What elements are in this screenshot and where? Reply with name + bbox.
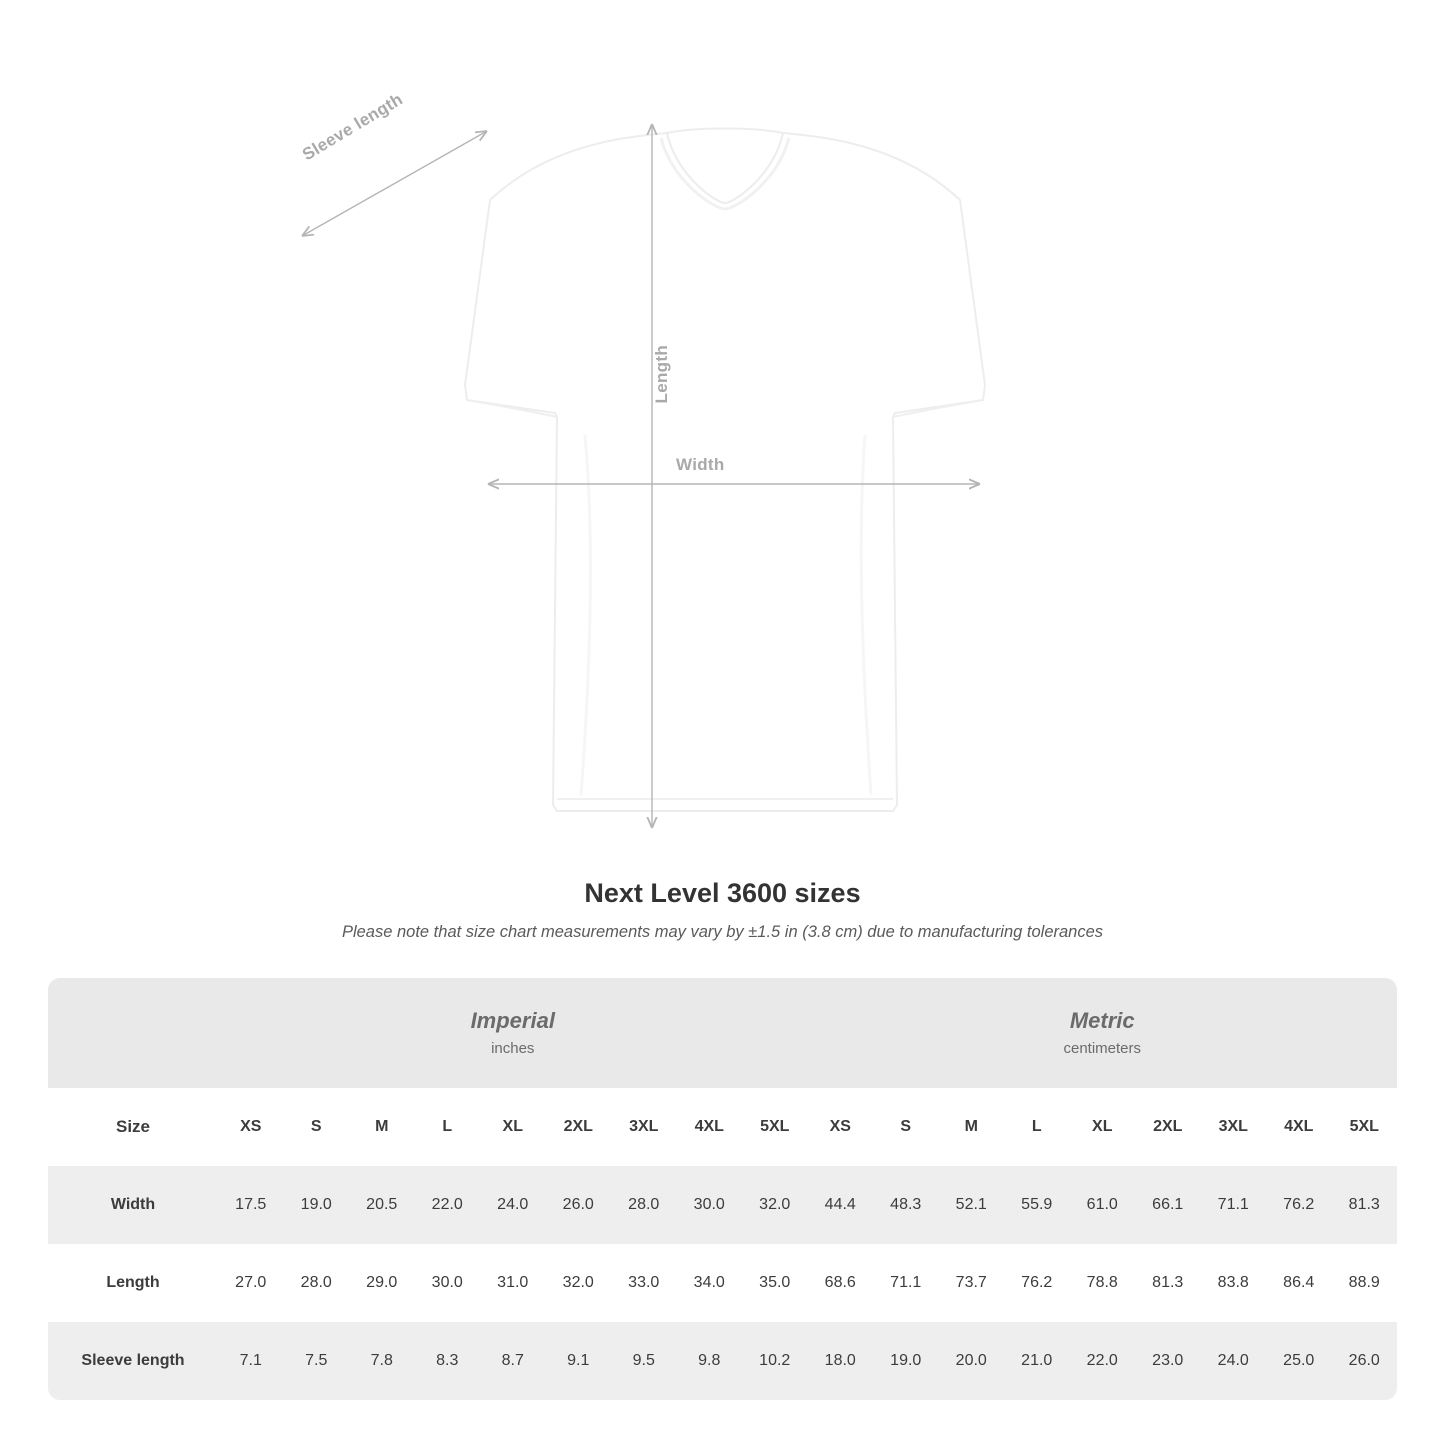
size-table	[48, 978, 1397, 1400]
sleeve-value-4: 8.7	[480, 1322, 546, 1400]
length-label: Length	[652, 345, 671, 404]
length-value-16: 86.4	[1266, 1244, 1332, 1322]
width-value-6: 28.0	[611, 1166, 677, 1244]
unit-header-row	[48, 978, 1397, 1088]
length-value-9: 68.6	[808, 1244, 874, 1322]
width-label: Width	[676, 455, 725, 474]
unit-imperial	[218, 978, 808, 1088]
unit-metric-name: Metric	[1069, 1007, 1135, 1033]
page-title: Next Level 3600 sizes	[584, 878, 861, 908]
length-value-13: 78.8	[1070, 1244, 1136, 1322]
size-header-row	[48, 1088, 1397, 1166]
sleeve-value-8: 10.2	[742, 1322, 808, 1400]
width-value-9: 44.4	[808, 1166, 874, 1244]
length-value-8: 35.0	[742, 1244, 808, 1322]
row-label-length: Length	[48, 1244, 218, 1322]
length-value-10: 71.1	[873, 1244, 939, 1322]
sleeve-value-5: 9.1	[546, 1322, 612, 1400]
width-value-1: 19.0	[284, 1166, 350, 1244]
width-value-8: 32.0	[742, 1166, 808, 1244]
size-col-11: M	[939, 1088, 1005, 1166]
row-label-size: Size	[48, 1088, 218, 1166]
size-col-7: 4XL	[677, 1088, 743, 1166]
width-value-7: 30.0	[677, 1166, 743, 1244]
sleeve-value-3: 8.3	[415, 1322, 481, 1400]
length-value-14: 81.3	[1135, 1244, 1201, 1322]
size-col-8: 5XL	[742, 1088, 808, 1166]
size-col-14: 2XL	[1135, 1088, 1201, 1166]
length-value-11: 73.7	[939, 1244, 1005, 1322]
sleeve-value-1: 7.5	[284, 1322, 350, 1400]
size-col-1: S	[284, 1088, 350, 1166]
sleeve-value-11: 20.0	[939, 1322, 1005, 1400]
tolerance-note: Please note that size chart measurements may vary by ±1.5 in (3.8 cm) due to manufacturing tolerances	[341, 923, 1104, 941]
sleeve-value-2: 7.8	[349, 1322, 415, 1400]
length-value-6: 33.0	[611, 1244, 677, 1322]
width-value-3: 22.0	[415, 1166, 481, 1244]
table-row-length	[48, 1244, 1397, 1322]
length-value-0: 27.0	[218, 1244, 284, 1322]
sleeve-value-9: 18.0	[808, 1322, 874, 1400]
size-col-10: S	[873, 1088, 939, 1166]
size-col-0: XS	[218, 1088, 284, 1166]
width-value-5: 26.0	[546, 1166, 612, 1244]
unit-metric	[808, 978, 1398, 1088]
row-label-sleeve-length: Sleeve length	[48, 1322, 218, 1400]
length-value-17: 88.9	[1332, 1244, 1398, 1322]
width-value-0: 17.5	[218, 1166, 284, 1244]
width-value-14: 66.1	[1135, 1166, 1201, 1244]
width-value-13: 61.0	[1070, 1166, 1136, 1244]
sleeve-value-16: 25.0	[1266, 1322, 1332, 1400]
width-value-12: 55.9	[1004, 1166, 1070, 1244]
length-value-1: 28.0	[284, 1244, 350, 1322]
size-col-5: 2XL	[546, 1088, 612, 1166]
length-value-15: 83.8	[1201, 1244, 1267, 1322]
width-value-17: 81.3	[1332, 1166, 1398, 1244]
size-table-wrapper	[48, 978, 1397, 1400]
width-value-10: 48.3	[873, 1166, 939, 1244]
length-value-5: 32.0	[546, 1244, 612, 1322]
length-value-3: 30.0	[415, 1244, 481, 1322]
unit-header-spacer	[48, 978, 218, 1088]
sleeve-value-0: 7.1	[218, 1322, 284, 1400]
length-value-2: 29.0	[349, 1244, 415, 1322]
size-col-15: 3XL	[1201, 1088, 1267, 1166]
unit-metric-sub: centimeters	[1063, 1040, 1142, 1058]
size-col-12: L	[1004, 1088, 1070, 1166]
size-col-9: XS	[808, 1088, 874, 1166]
table-row-width	[48, 1166, 1397, 1244]
length-value-7: 34.0	[677, 1244, 743, 1322]
sleeve-value-12: 21.0	[1004, 1322, 1070, 1400]
sleeve-value-15: 24.0	[1201, 1322, 1267, 1400]
sleeve-value-10: 19.0	[873, 1322, 939, 1400]
width-value-11: 52.1	[939, 1166, 1005, 1244]
size-col-17: 5XL	[1332, 1088, 1398, 1166]
sleeve-value-6: 9.5	[611, 1322, 677, 1400]
size-col-2: M	[349, 1088, 415, 1166]
size-col-6: 3XL	[611, 1088, 677, 1166]
table-row-sleeve-length	[48, 1322, 1397, 1400]
sleeve-value-17: 26.0	[1332, 1322, 1398, 1400]
length-value-4: 31.0	[480, 1244, 546, 1322]
length-value-12: 76.2	[1004, 1244, 1070, 1322]
row-label-width: Width	[48, 1166, 218, 1244]
sleeve-value-7: 9.8	[677, 1322, 743, 1400]
size-col-16: 4XL	[1266, 1088, 1332, 1166]
unit-imperial-sub: inches	[491, 1040, 535, 1058]
size-col-13: XL	[1070, 1088, 1136, 1166]
width-value-4: 24.0	[480, 1166, 546, 1244]
unit-imperial-name: Imperial	[470, 1007, 555, 1033]
width-value-15: 71.1	[1201, 1166, 1267, 1244]
sleeve-value-14: 23.0	[1135, 1322, 1201, 1400]
size-col-4: XL	[480, 1088, 546, 1166]
sleeve-value-13: 22.0	[1070, 1322, 1136, 1400]
width-value-16: 76.2	[1266, 1166, 1332, 1244]
width-value-2: 20.5	[349, 1166, 415, 1244]
sleeve-length-label: Sleeve length	[299, 89, 407, 165]
size-col-3: L	[415, 1088, 481, 1166]
